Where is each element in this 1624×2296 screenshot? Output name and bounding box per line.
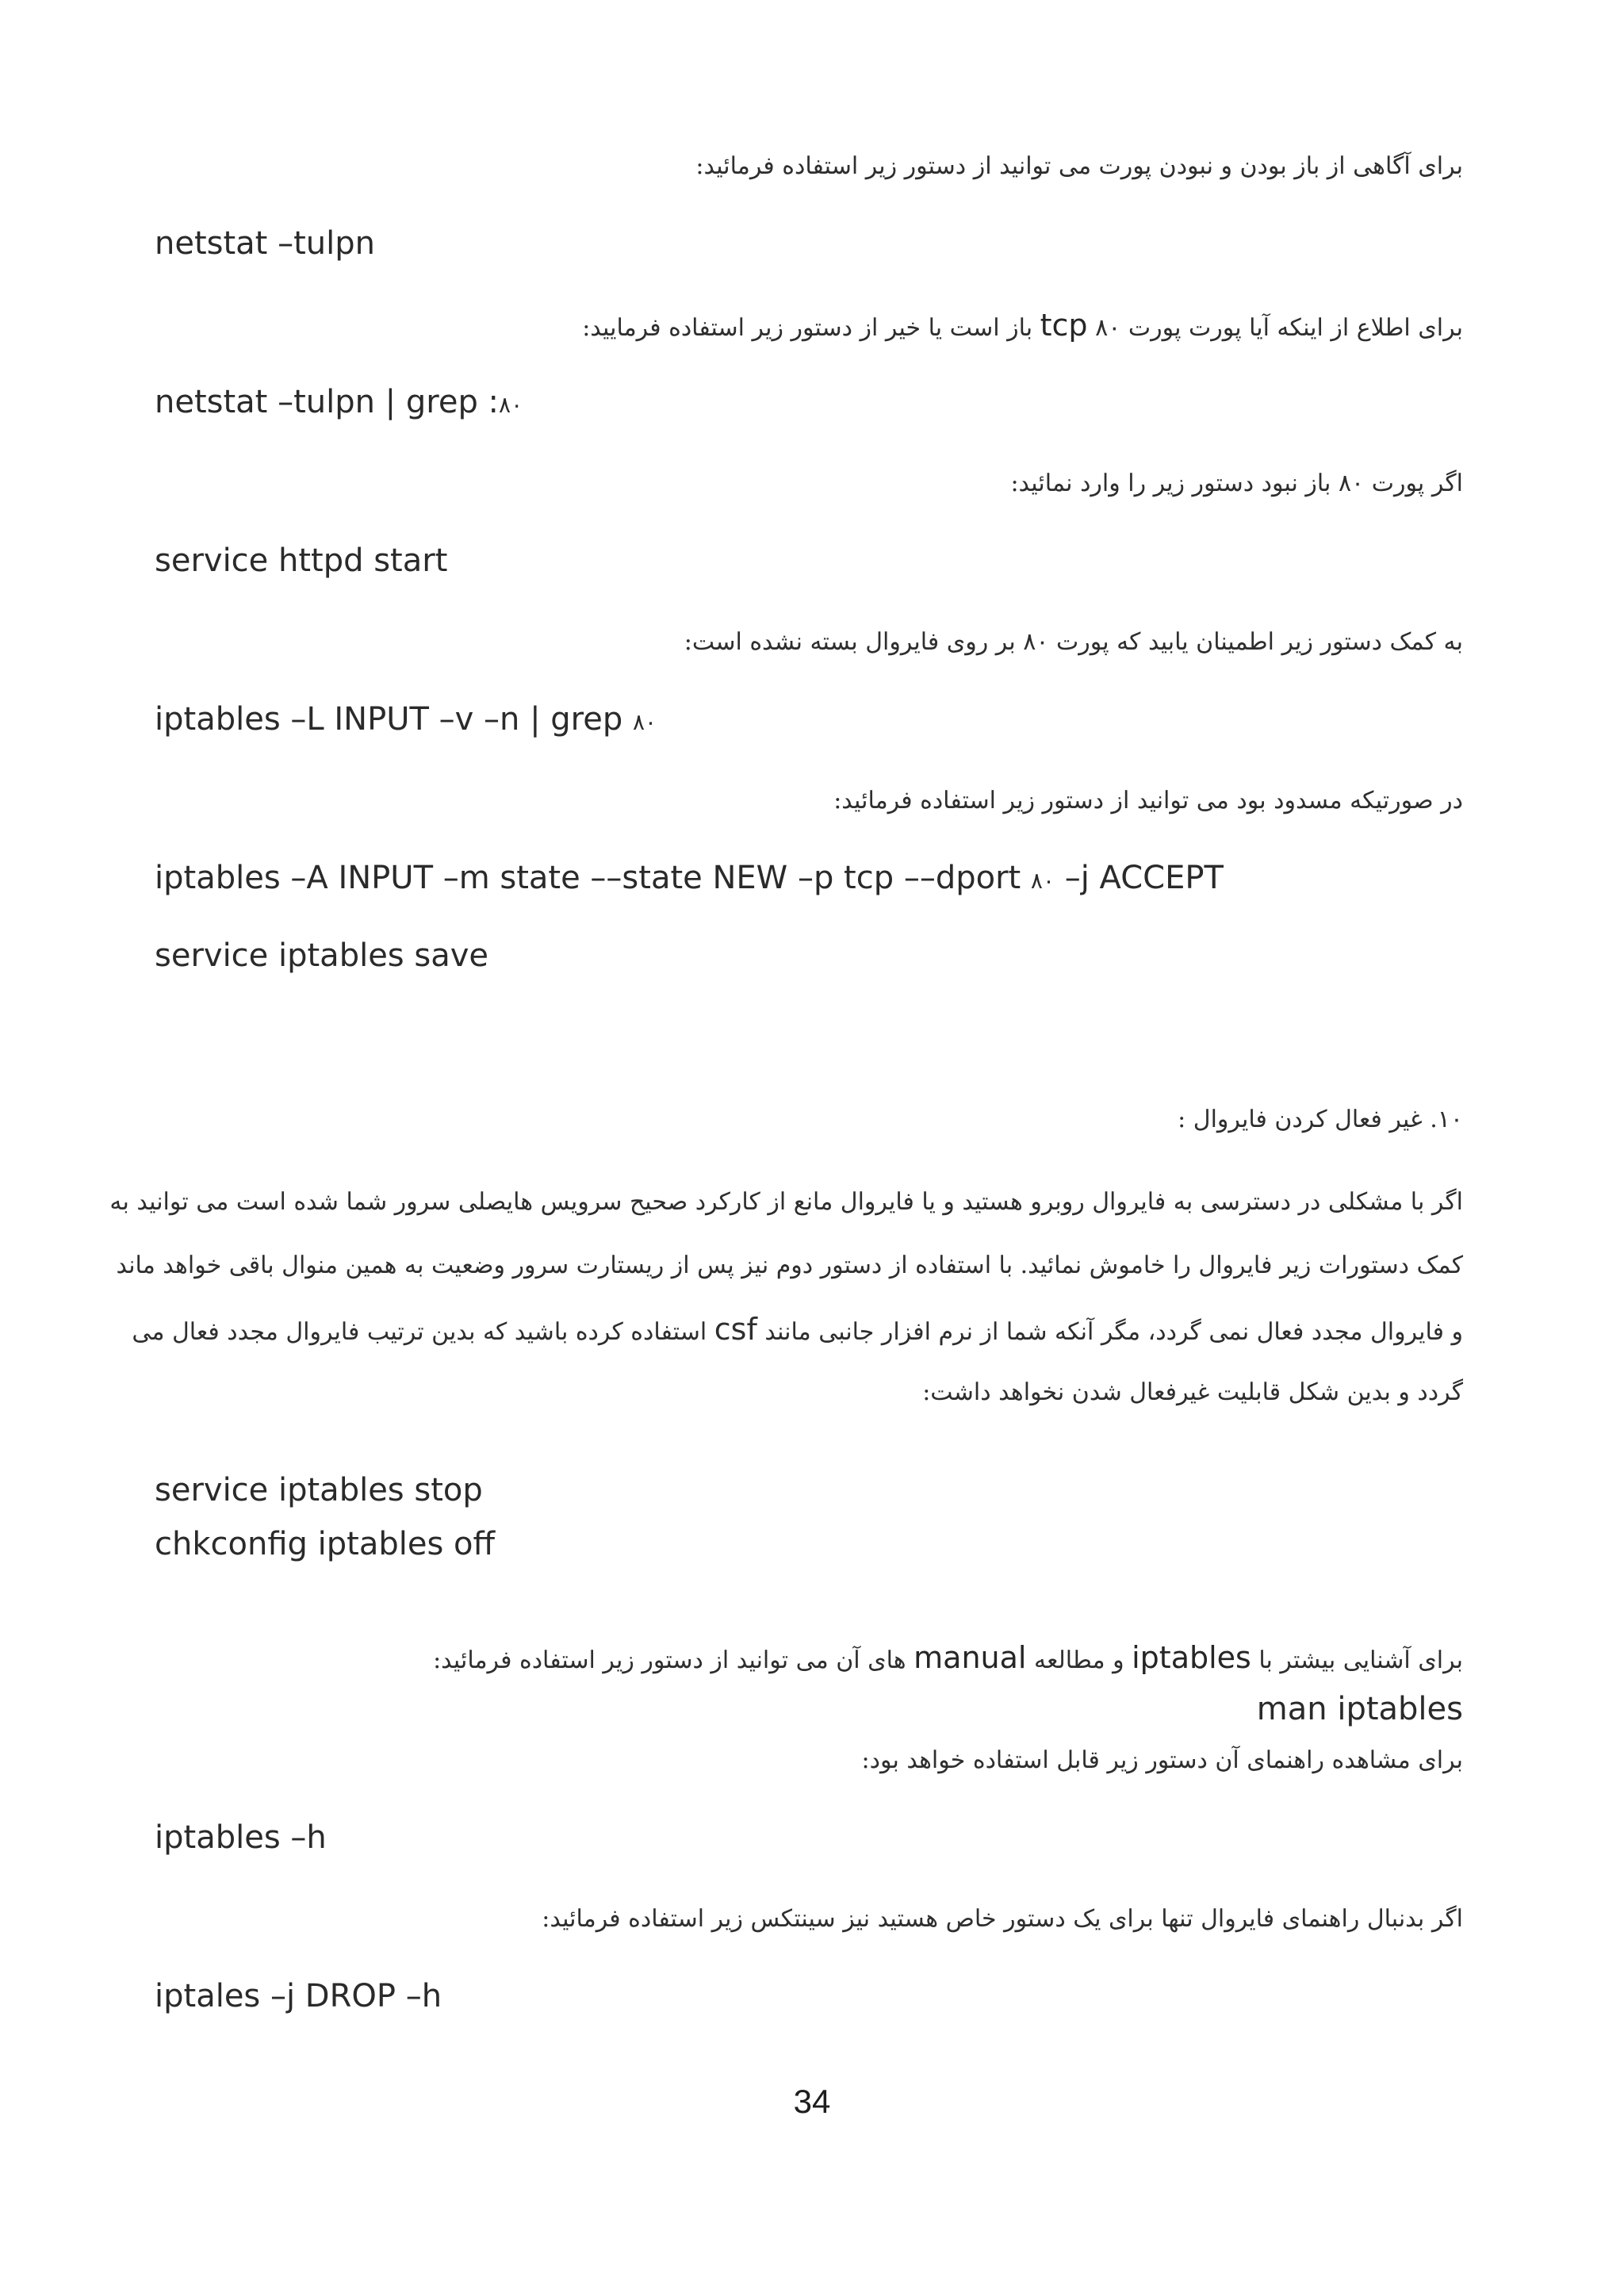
netstat-grep-port: ۸۰: [499, 392, 523, 418]
disable-firewall-paragraph-line-1: [109, 1186, 1463, 1218]
iptables-list-command: [155, 700, 657, 742]
port-check-text: برای آگاهی از باز بودن و نبودن پورت می توانید از دستور زیر استفاده فرمائید:: [695, 152, 1463, 180]
netstat-command-text: netstat –tulpn: [155, 225, 375, 262]
iptables-stop-command: [155, 1470, 483, 1510]
paragraph-line-4-text: گردد و بدین شکل قابلیت غیرفعال شدن نخواهد داشت:: [922, 1378, 1463, 1406]
iptables-save-text: service iptables save: [155, 937, 488, 974]
disable-firewall-paragraph-line-3: [132, 1312, 1463, 1348]
netstat-grep-command: [155, 382, 523, 425]
netstat-command: [155, 224, 375, 263]
iptables-help-command: [155, 1818, 327, 1857]
httpd-start-text: service httpd start: [155, 542, 448, 579]
paragraph-line-3-pre: و فایروال مجدد فعال نمی گردد، مگر آنکه شما از نرم افزار جانبی مانند: [756, 1318, 1463, 1346]
firewall-check-text: به کمک دستور زیر اطمینان یابید که پورت ۸۰ بر روی فایروال بسته نشده است:: [684, 628, 1463, 656]
man-iptables-command: [1257, 1689, 1463, 1729]
httpd-start-command: [155, 541, 447, 581]
iptales-drop-help-command: [155, 1976, 442, 2016]
man-iptables-text: man iptables: [1256, 1691, 1463, 1727]
port-check-instruction: [155, 151, 1463, 182]
manual-term: manual: [914, 1640, 1027, 1675]
specific-help-text: اگر بدنبال راهنمای فایروال تنها برای یک دستور خاص هستید نیز سینتکس زیر استفاده فرمائید:: [542, 1905, 1463, 1933]
tcp-port-text-pre: برای اطلاع از اینکه آیا پورت پورت ۸۰: [1087, 314, 1463, 342]
paragraph-line-1-text: اگر با مشکلی در دسترسی به فایروال روبرو هستید و یا فایروال مانع از کارکرد صحیح سرویس هایصلی سرور شما شده است می توانید به: [109, 1188, 1463, 1216]
iptables-accept-port: ۸۰: [1030, 868, 1055, 894]
manual-text-post: های آن می توانید از دستور زیر استفاده فرمائید:: [433, 1646, 914, 1674]
paragraph-line-3-post: استفاده کرده باشید که بدین ترتیب فایروال مجدد فعال می: [132, 1318, 714, 1346]
disable-firewall-paragraph-line-4: [155, 1377, 1463, 1409]
paragraph-line-2-text: کمک دستورات زیر فایروال را خاموش نمائید. با استفاده از دستور دوم نیز پس از ریستارت سرور وضعیت به همین منوال باقی خواهد ماند: [116, 1251, 1463, 1279]
csf-term: csf: [714, 1312, 757, 1347]
blocked-text: در صورتیکه مسدود بود می توانید از دستور زیر استفاده فرمائید:: [833, 787, 1463, 815]
iptables-accept-text-post: –j ACCEPT: [1055, 860, 1224, 896]
iptables-help-text: iptables –h: [155, 1819, 327, 1856]
port-closed-instruction: [155, 468, 1463, 500]
firewall-check-instruction: [155, 627, 1463, 658]
blocked-instruction: [155, 785, 1463, 817]
manual-instruction: [155, 1642, 1463, 1677]
disable-firewall-paragraph-line-2: [116, 1250, 1463, 1282]
iptables-accept-command: [155, 858, 1224, 901]
tcp-port-instruction: [155, 309, 1463, 344]
help-instruction-text: برای مشاهده راهنمای آن دستور زیر قابل استفاده خواهد بود:: [861, 1746, 1463, 1774]
iptables-term: iptables: [1132, 1640, 1251, 1675]
tcp-term: tcp: [1040, 308, 1088, 343]
section-10-heading: [155, 1104, 1463, 1136]
manual-text-mid: و مطالعه: [1026, 1646, 1132, 1674]
chkconfig-off-text: chkconfig iptables off: [155, 1526, 496, 1562]
iptables-list-port: ۸۰: [632, 709, 657, 735]
chkconfig-off-command: [155, 1524, 495, 1564]
iptables-list-text: iptables –L INPUT –v –n | grep: [155, 701, 633, 738]
port-closed-text: اگر پورت ۸۰ باز نبود دستور زیر را وارد نمائید:: [1010, 470, 1463, 497]
specific-help-instruction: [155, 1903, 1463, 1935]
help-instruction: [155, 1745, 1463, 1777]
iptables-save-command: [155, 936, 488, 976]
iptables-stop-text: service iptables stop: [155, 1472, 483, 1508]
iptables-accept-text-pre: iptables –A INPUT –m state ––state NEW –p tcp ––dport: [155, 860, 1031, 896]
page-number: 34: [793, 2083, 831, 2120]
tcp-port-text-post: باز است یا خیر از دستور زیر استفاده فرمایید:: [582, 314, 1040, 342]
section-10-heading-text: ۱۰. غیر فعال کردن فایروال :: [1178, 1106, 1463, 1133]
iptales-drop-help-text: iptales –j DROP –h: [155, 1978, 442, 2014]
manual-text-pre: برای آشنایی بیشتر با: [1251, 1646, 1463, 1674]
netstat-grep-text: netstat –tulpn | grep :: [155, 384, 500, 420]
